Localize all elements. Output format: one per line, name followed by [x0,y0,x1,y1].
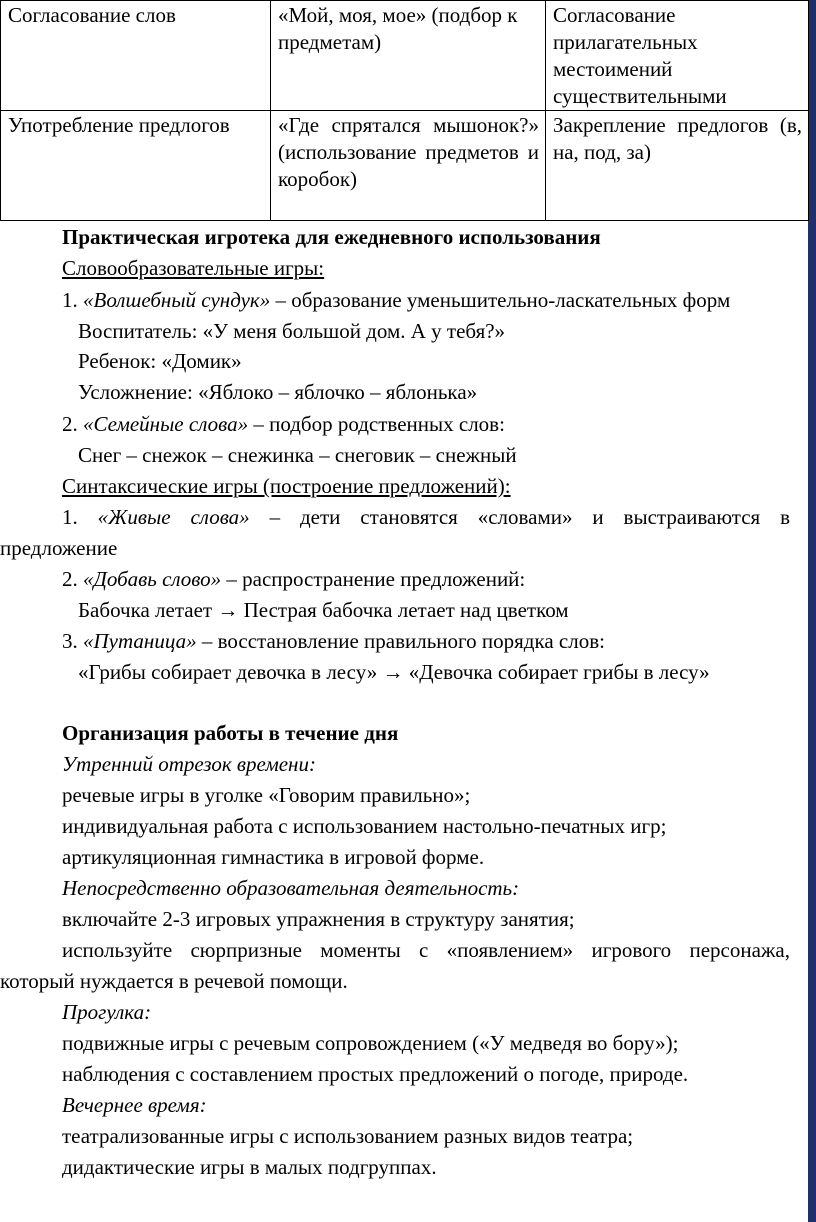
list-item: подвижные игры с речевым сопровождением («У медведя во бору»); [62,1031,679,1055]
game-description: – восстановление правильного порядка слов: [196,629,605,653]
continuation-line: который нуждается в речевой помощи. [0,969,348,993]
list-item [0,626,816,657]
subsection-title [0,253,816,284]
section-heading-playbook [0,222,816,253]
list-item: наблюдения с составлением простых предложений о погоде, природе. [62,1062,689,1086]
example-line: Усложнение: «Яблоко – яблочко – яблонька» [78,380,478,404]
item-number: 1. [62,505,78,529]
list-item [0,564,816,595]
game-description: – дети становятся «словами» и выстраиваются в [249,505,791,529]
wordform-games-title: Словообразовательные игры: [62,256,325,280]
example-line: Ребенок: «Домик» [78,349,242,373]
section-heading-daily [0,718,816,749]
list-item [0,285,816,316]
item-number: 1. [62,288,78,312]
example-line: Бабочка летает → Пестрая бабочка летает над цветком [78,598,569,622]
table-cell-game: «Где спрятался мышонок?» (использование предметов и коробок) [271,111,546,221]
list-item: используйте сюрпризные моменты с «появлением» игрового персонажа, [62,938,790,962]
table-row [1,1,809,111]
table-cell-game: «Мой, моя, мое» (подбор к предметам) [271,1,546,111]
list-item: артикуляционная гимнастика в игровой форме. [62,845,485,869]
item-number: 2. [62,412,78,436]
table-row [1,111,809,221]
table-cell-goal: Согласование прилагательных местоимений существительными [546,1,809,111]
period-title: Вечернее время: [62,1093,207,1117]
list-item: индивидуальная работа с использованием настольно-печатных игр; [62,814,667,838]
subsection-title [0,471,816,502]
game-name: «Семейные слова» [83,412,249,436]
game-description: – распространение предложений: [221,567,526,591]
period-title: Прогулка: [62,1000,152,1024]
list-item [0,409,816,440]
period-title: Утренний отрезок времени: [62,752,316,776]
game-name: «Добавь слово» [83,567,222,591]
item-number: 3. [62,629,78,653]
game-description: – образование уменьшительно-ласкательных форм [270,288,731,312]
item-number: 2. [62,567,78,591]
game-name: «Живые слова» [97,505,250,529]
table-cell-topic: Употребление предлогов [1,111,271,221]
syntax-games-title: Синтаксические игры (построение предложений): [62,474,511,498]
game-description: – подбор родственных слов: [248,412,505,436]
table-cell-topic: Согласование слов [1,1,271,111]
heading-text: Практическая игротека для ежедневного использования [62,225,601,249]
list-item: дидактические игры в малых подгруппах. [62,1155,437,1179]
continuation-line: предложение [0,536,118,560]
game-name: «Путаница» [83,629,197,653]
list-item: речевые игры в уголке «Говорим правильно»; [62,783,471,807]
game-name: «Волшебный сундук» [83,288,271,312]
list-item: включайте 2-3 игровых упражнения в структуру занятия; [62,907,575,931]
heading-text: Организация работы в течение дня [62,721,399,745]
period-title: Непосредственно образовательная деятельность: [62,876,520,900]
list-item [0,502,808,533]
example-line: Воспитатель: «У меня большой дом. А у тебя?» [78,319,506,343]
table-cell-goal: Закрепление предлогов (в, на, под, за) [546,111,809,221]
list-item: театрализованные игры с использованием разных видов театра; [62,1124,634,1148]
example-line: Снег – снежок – снежинка – снеговик – снежный [78,443,517,467]
methods-table [0,0,809,221]
example-line: «Грибы собирает девочка в лесу» → «Девочка собирает грибы в лесу» [78,660,710,684]
